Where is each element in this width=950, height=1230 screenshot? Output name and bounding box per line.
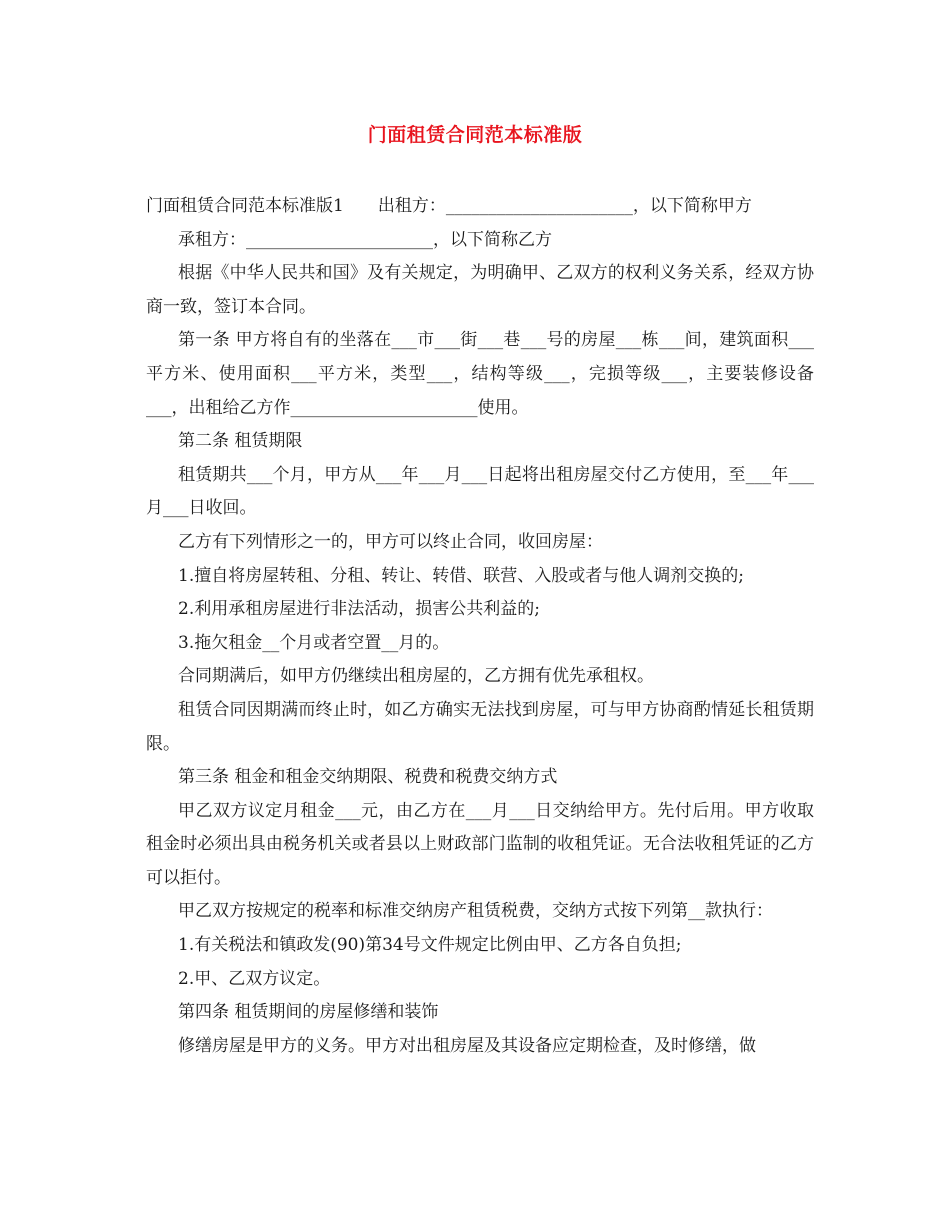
paragraph-article-4-heading: 第四条 租赁期间的房屋修缮和装饰 <box>178 1002 439 1023</box>
paragraph-priority-right: 合同期满后，如甲方仍继续出租房屋的，乙方拥有优先承租权。 <box>178 666 654 687</box>
paragraph-basis: 根据《中华人民共和国》及有关规定，为明确甲、乙双方的权利义务关系，经双方协商一致，签订本合同。 <box>146 263 814 317</box>
paragraph-rent: 甲乙双方议定月租金___元，由乙方在___月___日交纳给甲方。先付后用。甲方收取租金时必须出具由税务机关或者县以上财政部门监制的收租凭证。无合法收租凭证的乙方可以拒付。 <box>146 800 814 888</box>
paragraph-tax-item-2: 2.甲、乙双方议定。 <box>178 968 331 989</box>
paragraph-tax-item-1: 1.有关税法和镇政发(90)第34号文件规定比例由甲、乙方各自负担; <box>178 935 682 956</box>
paragraph-lease-term: 租赁期共___个月，甲方从___年___月___日起将出租房屋交付乙方使用，至___年___月___日收回。 <box>146 464 814 519</box>
paragraph-extension: 租赁合同因期满而终止时，如乙方确实无法找到房屋，可与甲方协商酌情延长租赁期限。 <box>146 699 814 754</box>
paragraph-termination-intro: 乙方有下列情形之一的，甲方可以终止合同，收回房屋： <box>178 531 603 552</box>
paragraph-article-3-heading: 第三条 租金和租金交纳期限、税费和税费交纳方式 <box>178 767 558 788</box>
paragraph-article-1: 第一条 甲方将自有的坐落在___市___街___巷___号的房屋___栋___间，建筑面积___平方米、使用面积___平方米，类型___，结构等级___，完损等级___，主要装修设备___，出租给乙方作______________________使用。 <box>146 330 814 418</box>
paragraph-termination-item-3: 3.拖欠租金__个月或者空置__月的。 <box>178 632 450 653</box>
paragraph-header: 门面租赁合同范本标准版1 出租方：______________________，以下简称甲方 <box>146 196 752 216</box>
paragraph-repair: 修缮房屋是甲方的义务。甲方对出租房屋及其设备应定期检查，及时修缮，做 <box>178 1035 756 1056</box>
document-body <box>146 190 814 1063</box>
document-title: 门面租赁合同范本标准版 <box>367 124 583 146</box>
paragraph-tax: 甲乙双方按规定的税率和标准交纳房产租赁税费，交纳方式按下列第__款执行： <box>178 901 773 922</box>
paragraph-termination-item-1: 1.擅自将房屋转租、分租、转让、转借、联营、入股或者与他人调剂交换的; <box>178 565 744 586</box>
paragraph-article-2-heading: 第二条 租赁期限 <box>178 431 303 452</box>
paragraph-termination-item-2: 2.利用承租房屋进行非法活动，损害公共利益的; <box>178 599 540 620</box>
paragraph-lessee: 承租方：______________________，以下简称乙方 <box>178 229 552 250</box>
